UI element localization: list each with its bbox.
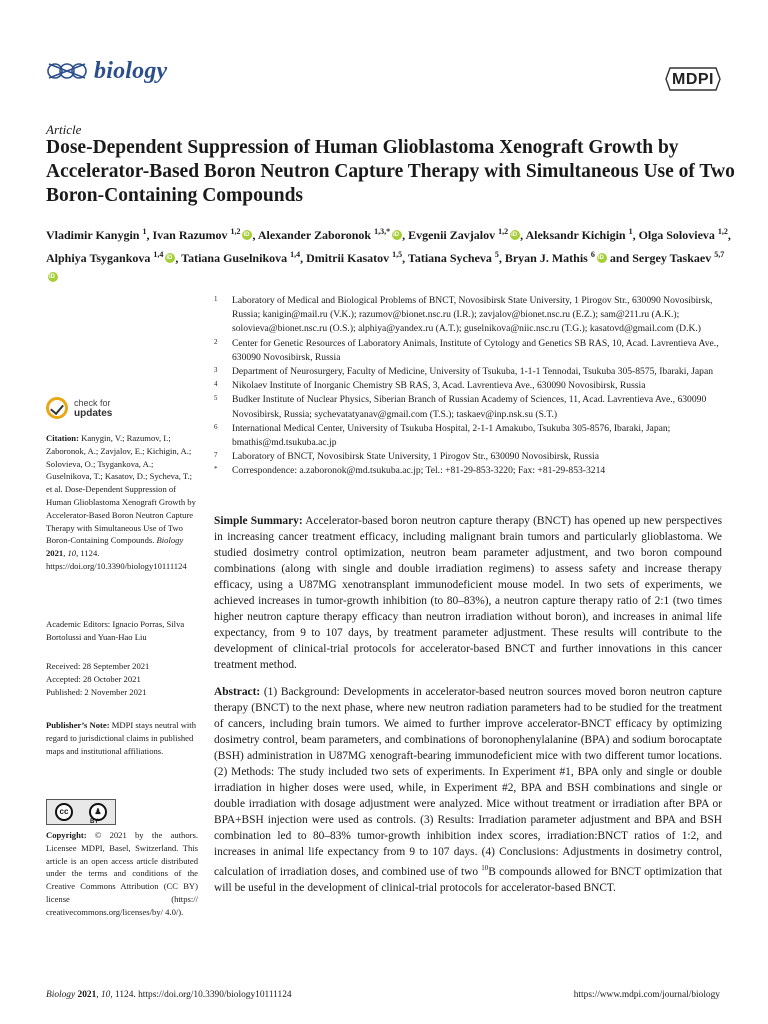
author-name: Evgenii Zavjalov [408, 228, 496, 242]
author-name: Ivan Razumov [152, 228, 228, 242]
affiliation-item [214, 337, 734, 365]
author-affiliation-sup: 1,2 [230, 227, 241, 236]
simple-summary-text: Accelerator-based boron neutron capture therapy (BNCT) has opened up new perspectives in increasing cancer treatment efficacy, including malignant brain tumors and particularly glioblastoma. We studied dosimetry control optimization, neutron beam parameter adjustment, and two boron compound combinations (along with single and double irradiation regimens) to assess safety and increase therapy efficacy, using a U87MG xenotransplant immunodeficient mouse model. In two sets of experiments, we achieved increases in tumor-growth inhibition (to 80–83%), a neutron capture therapy ratio of 2:1 (two times higher neutron capture therapy efficacy than neutron irradiation without boron), and increases in animal life expectancy, from 9 to 107 days, by treatment parameter adjustment. These results will contribute to the development of clinical-trial protocols for accelerator-based BNCT and further innovations in this cancer treatment method. [214, 515, 722, 671]
affiliation-item [214, 379, 734, 393]
footer-year: 2021 [77, 990, 97, 1000]
abstract [214, 684, 722, 896]
journal-logo[interactable] [46, 54, 167, 88]
affiliation-text: Laboratory of BNCT, Novosibirsk State University, 1 Pirogov Str., 630090 Novosibirsk, Russia [232, 451, 599, 463]
affiliation-item [214, 393, 734, 421]
citation-label: Citation: [46, 433, 79, 443]
copyright-text: © 2021 by the authors. Licensee MDPI, Basel, Switzerland. This article is an open access article distributed under the terms and conditions of the Creative Commons Attribution (CC BY) license (https:// creativecommons.org/licenses/by/ 4.0/). [46, 830, 198, 917]
citation-journal: Biology [156, 535, 184, 546]
author-affiliation-sup: 1,4 [290, 250, 301, 259]
orcid-icon[interactable] [392, 230, 402, 240]
author-affiliation-sup: 5,7 [714, 250, 725, 259]
affiliation-number: 5 [214, 394, 218, 403]
mdpi-logo[interactable] [664, 64, 722, 94]
affiliation-text: Department of Neurosurgery, Faculty of Medicine, University of Tsukuba, 1-1-1 Tennodai, Tsukuba 305-8575, Ibaraki, Japan [232, 366, 714, 378]
author-name: Sergey Taskaev [632, 251, 712, 265]
academic-editors: Academic Editors: Ignacio Porras, Silva Bortolussi and Yuan-Hao Liu [46, 619, 185, 642]
simple-summary-label: Simple Summary: [214, 515, 303, 527]
cc-by-label: BY [90, 819, 99, 825]
author-affiliation-sup: 1 [142, 227, 147, 236]
publisher-name: MDPI [672, 71, 714, 88]
author-name: Alphiya Tsygankova [46, 251, 151, 265]
received-date: Received: 28 September 2021 [46, 661, 150, 671]
orcid-icon[interactable] [597, 253, 607, 263]
affiliation-text: Correspondence: a.zaboronok@md.tsukuba.ac.jp; Tel.: +81-29-853-3220; Fax: +81-29-853-3214 [232, 465, 606, 477]
citation-volume: 10 [67, 548, 77, 559]
footer-doi[interactable]: , 1124. https://doi.org/10.3390/biology10111124 [110, 990, 292, 1000]
article-type: Article [46, 122, 82, 137]
affiliation-number: 4 [214, 380, 218, 389]
footer-citation: Biology 2021, 10, 1124. https://doi.org/10.3390/biology10111124 [46, 990, 292, 1000]
affiliation-item [214, 464, 734, 478]
author-name: Aleksandr Kichigin [525, 228, 626, 242]
affiliation-text: Nikolaev Institute of Inorganic Chemistry SB RAS, 3, Acad. Lavrentieva Ave., 630090 Novosibirsk, Russia [232, 380, 646, 392]
citation-year: 2021 [46, 548, 64, 559]
affiliation-number: 3 [214, 366, 218, 375]
copyright-label: Copyright: [46, 830, 87, 840]
orcid-icon[interactable] [242, 230, 252, 240]
orcid-icon[interactable] [510, 230, 520, 240]
affiliation-text: Center for Genetic Resources of Laboratory Animals, Institute of Cytology and Genetics SB RAS, 10, Acad. Lavrentieva Ave., 630090 Novosibirsk, Russia [232, 337, 719, 363]
author-name: Olga Solovieva [638, 228, 715, 242]
affiliation-item [214, 450, 734, 464]
author-affiliation-sup: 6 [590, 250, 595, 259]
affiliations [214, 294, 734, 479]
affiliation-text: International Medical Center, University of Tsukuba Hospital, 2-1-1 Amakubo, Tsukuba 305-8576, Ibaraki, Japan; bmathis@md.tsukuba.ac.jp [232, 422, 671, 449]
article-title: Dose-Dependent Suppression of Human Glioblastoma Xenograft Growth by Accelerator-Based Boron Neutron Capture Therapy with Simultaneous Use of Two Boron-Containing Compounds [46, 137, 735, 206]
check-updates-icon [46, 397, 68, 419]
author-affiliation-sup: 1,3,* [374, 227, 391, 236]
journal-emblem-icon [46, 54, 88, 88]
footer-journal-url[interactable]: https://www.mdpi.com/journal/biology [573, 990, 720, 1000]
author-affiliation-sup: 1,4 [153, 250, 164, 259]
orcid-icon[interactable] [48, 272, 58, 282]
author-affiliation-sup: 5 [494, 250, 499, 259]
affiliation-number: 6 [214, 422, 218, 431]
author-affiliation-sup: 1,2 [498, 227, 509, 236]
affiliation-number: 2 [214, 337, 218, 346]
dates [46, 660, 198, 698]
author-list: Vladimir Kanygin $^1$, Ivan Razumov $^{1,2}$iD , Alexander Zaboronok $^{1,3,*}$iD , Evgenii Zavjalov $^{1,2}$iD , Aleksandr Kichigin $^1$, Olga Solovieva $^{1,2}$, Alphiya Tsygankova $^{1,4}$iD , Tatiana Guselnikova $^{1,4}$, Dmitrii Kasatov $^{1,5}$, Tatiana Sycheva $^5$, Bryan J. Mathis $^6$iD and Sergey Taskaev $^{5,7}$iD [46, 222, 736, 287]
published-date: Published: 2 November 2021 [46, 686, 147, 697]
isotope-superscript: 10 [481, 864, 489, 872]
citation-doi[interactable]: , 1124. https://doi.org/10.3390/biology10111124 [46, 548, 187, 571]
accepted-date: Accepted: 28 October 2021 [46, 673, 141, 684]
author-affiliation-sup: 1 [628, 227, 633, 236]
author-name: Bryan J. Mathis [504, 251, 588, 265]
affiliation-text: Laboratory of Medical and Biological Problems of BNCT, Novosibirsk State University, 1 Pirogov Str., 630090 Novosibirsk, Russia; kanigin@mail.ru (V.K.); razumov@bionet.nsc.ru (I.R.); zavjalov@bionet.nsc.ru (E.Z.); sam@211.ru (A.K.); solovieva@bionet.nsc.ru (O.S.); alphiya@yandex.ru (A.T.); guselnikova@niic.nsc.ru (T.G.); kasatovd@gmail.com (D.K.) [232, 295, 713, 335]
copyright [46, 829, 198, 919]
affiliation-text: Budker Institute of Nuclear Physics, Siberian Branch of Russian Academy of Sciences, 11, Acad. Lavrentieva Ave., 630090 Novosibirsk, Russia; sychevatatyanav@gmail.com (T.S.); taskaev@inp.nsk.su (S.T.) [232, 394, 707, 420]
by-icon: ♟ [89, 803, 107, 821]
publisher-note [46, 719, 198, 757]
affiliation-number: 1 [214, 295, 218, 303]
citation-text: Kanygin, V.; Razumov, I.; Zaboronok, A.; Zavjalov, E.; Kichigin, A.; Solovieva, O.; Tsygankova, A.; Guselnikova, T.; Kasatov, D.; Sycheva, T.; et al. Dose-Dependent Suppression of Human Glioblastoma Xenograft Growth by Accelerator-Based Boron Neutron Capture Therapy with Simultaneous Use of Two Boron-Containing Compounds. [46, 433, 196, 546]
affiliation-number: 7 [214, 451, 218, 460]
footer-journal: Biology [46, 990, 76, 1000]
author-name: Dmitrii Kasatov [306, 251, 390, 265]
orcid-icon[interactable] [165, 253, 175, 263]
cc-icon: cc [55, 803, 73, 821]
author-affiliation-sup: 1,5 [392, 250, 403, 259]
author-name: Tatiana Sycheva [407, 251, 492, 265]
abstract-text: (1) Background: Developments in accelerator-based neutron sources moved boron neutron capture therapy (BNCT) to the next phase, where new neutron radiation parameters had to be studied for the treatment of cancers, including brain tumors. We aimed to further improve accelerator-BNCT efficacy by optimizing dosimetry control, beam parameters, and combinations of boronophenylalanine (BPA) and sodium borocaptate (BSH) administration in U87MG xenograft-bearing immunodeficient mice with two different tumor locations. (2) Methods: The study included two sets of experiments. In Experiment #1, BPA only and single or double irradiation in higher doses were used, while, in Experiment #2, BPA and BSH combinations and single or double irradiation with dosage adjustment were analyzed. Mice without treatment or irradiation after BPA or BPA+BSH injection were used as controls. (3) Results: Irradiation parameter adjustment and BPA and BSH combination led to 80–83% tumor-growth inhibition index scores, irradiation:BNCT ratios of 1:2, and increases in animal life expectancy from 9 to 107 days. (4) Conclusions: Adjustments in dosimetry control, calculation of irradiation doses, and combined use of two [214, 686, 722, 878]
publisher-note-label: Publisher’s Note: [46, 720, 110, 730]
affiliation-number: * [214, 465, 218, 474]
abstract-label: Abstract: [214, 686, 261, 698]
author-name: Vladimir Kanygin [46, 228, 140, 242]
check-for-updates[interactable] [46, 397, 198, 419]
author-name: Alexander Zaboronok [257, 228, 372, 242]
footer-volume: 10 [100, 990, 111, 1000]
author-affiliation-sup: 1,2 [717, 227, 728, 236]
affiliation-item [214, 422, 734, 450]
cc-license-badge[interactable] [46, 799, 198, 829]
check-updates-small: check for [74, 397, 111, 408]
affiliation-item [214, 294, 734, 337]
abstract-text-end: B compounds allowed for BNCT optimization that will be useful in the development of clinical-trial protocols for accelerator-based BNCT. [214, 865, 722, 894]
check-updates-big: updates [74, 407, 113, 419]
citation: Citation: Kanygin, V.; Razumov, I.; Zaboronok, A.; Zavjalov, E.; Kichigin, A.; Solovieva, O.; Tsygankova, A.; Guselnikova, T.; Kasatov, D.; Sycheva, T.; et al. Dose-Dependent Suppression of Human Glioblastoma Xenograft Growth by Accelerator-Based Boron Neutron Capture Therapy with Simultaneous Use of Two Boron-Containing Compounds. Biology 2021, 10, 1124. https://doi.org/10.3390/biology10111124 [46, 433, 196, 571]
publisher-note-text: MDPI stays neutral with regard to jurisdictional claims in published maps and institutional affiliations. [46, 720, 196, 756]
author-name: Tatiana Guselnikova [181, 251, 288, 265]
author-and: and [609, 251, 630, 265]
journal-name: biology [94, 57, 168, 84]
simple-summary [214, 513, 722, 673]
affiliation-item [214, 365, 734, 379]
